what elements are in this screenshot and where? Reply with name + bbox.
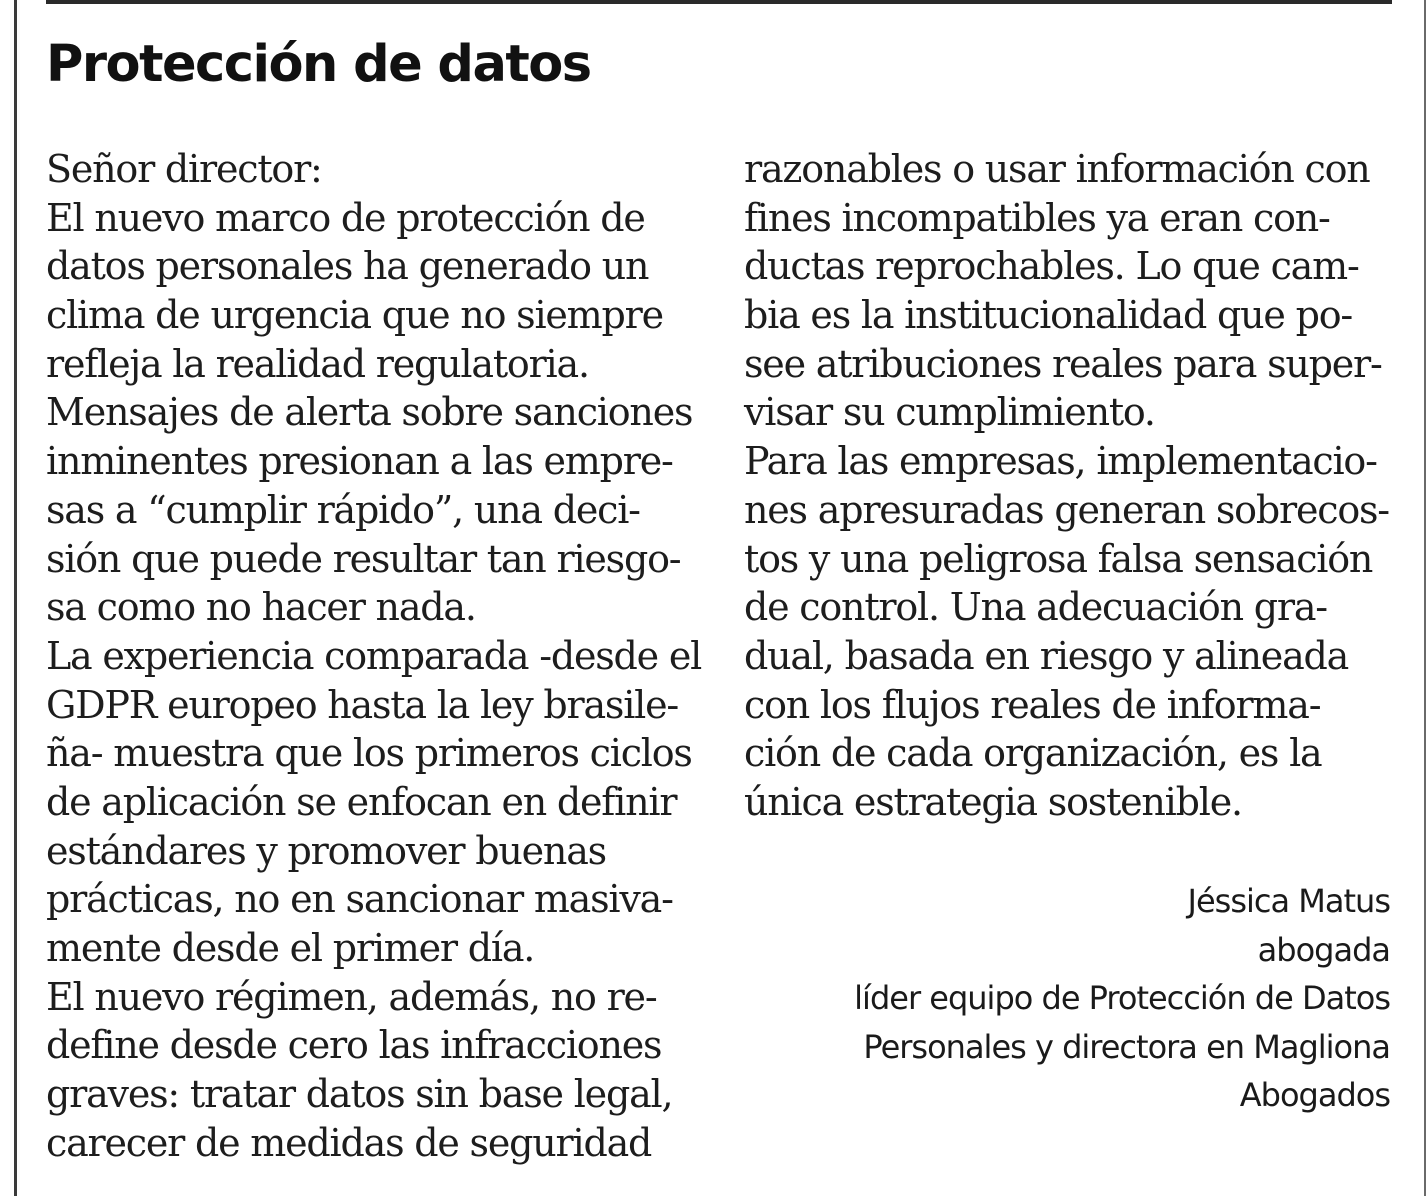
body-line: El nuevo marco de protección de bbox=[46, 195, 645, 240]
article-headline: Protección de datos bbox=[46, 35, 591, 94]
body-line: de aplicación se enfocan en definir bbox=[46, 779, 677, 824]
letter-body-right-column bbox=[744, 145, 1394, 827]
body-line: con los flujos reales de informa- bbox=[744, 682, 1321, 727]
author-role: líder equipo de Protección de Datos bbox=[854, 979, 1390, 1017]
author-title: abogada bbox=[1257, 930, 1390, 969]
body-line: carecer de medidas de seguridad bbox=[46, 1120, 652, 1165]
body-line: prácticas, no en sancionar masiva- bbox=[46, 877, 673, 922]
author-firm: Abogados bbox=[1239, 1076, 1390, 1114]
body-line: sas a “cumplir rápido”, una deci- bbox=[46, 487, 640, 532]
letter-body-left-column bbox=[46, 145, 702, 1167]
author-role: Personales y directora en Magliona bbox=[863, 1027, 1390, 1066]
body-line: bia es la institucionalidad que po- bbox=[744, 293, 1353, 338]
author-signature bbox=[854, 877, 1390, 1120]
body-line: visar su cumplimiento. bbox=[744, 390, 1155, 435]
body-line: La experiencia comparada -desde el bbox=[46, 633, 702, 678]
right-column-rule bbox=[1424, 0, 1426, 1196]
top-rule bbox=[46, 0, 1392, 4]
body-line: tos y una peligrosa falsa sensación bbox=[744, 536, 1373, 581]
body-line: graves: tratar datos sin base legal, bbox=[46, 1072, 673, 1117]
body-line: El nuevo régimen, además, no re- bbox=[46, 974, 657, 1019]
body-line: define desde cero las infracciones bbox=[46, 1023, 662, 1068]
body-line: razonables o usar información con bbox=[744, 147, 1370, 191]
body-line: de control. Una adecuación gra- bbox=[744, 585, 1327, 630]
body-line: sión que puede resultar tan riesgo- bbox=[46, 536, 681, 581]
body-line: mente desde el primer día. bbox=[46, 926, 535, 970]
left-column-rule bbox=[14, 0, 17, 1196]
body-line: única estrategia sostenible. bbox=[744, 779, 1242, 824]
body-line: ción de cada organización, es la bbox=[744, 731, 1322, 776]
body-line: refleja la realidad regulatoria. bbox=[46, 341, 589, 386]
body-line: estándares y promover buenas bbox=[46, 828, 606, 873]
author-name: Jéssica Matus bbox=[1187, 882, 1390, 920]
body-line: see atribuciones reales para super- bbox=[744, 341, 1382, 386]
body-line: ña- muestra que los primeros ciclos bbox=[46, 731, 692, 776]
body-line: sa como no hacer nada. bbox=[46, 585, 476, 630]
body-line: Señor director: bbox=[46, 147, 322, 191]
body-line: fines incompatibles ya eran con- bbox=[744, 195, 1330, 240]
body-line: inminentes presionan a las empre- bbox=[46, 439, 673, 484]
body-line: datos personales ha generado un bbox=[46, 244, 649, 289]
body-line: dual, basada en riesgo y alineada bbox=[744, 633, 1349, 678]
body-line: GDPR europeo hasta la ley brasile- bbox=[46, 682, 679, 727]
body-line: clima de urgencia que no siempre bbox=[46, 293, 663, 338]
body-line: Mensajes de alerta sobre sanciones bbox=[46, 390, 693, 435]
body-line: Para las empresas, implementacio- bbox=[744, 439, 1377, 484]
body-line: ductas reprochables. Lo que cam- bbox=[744, 244, 1359, 289]
body-line: nes apresuradas generan sobrecos- bbox=[744, 487, 1389, 532]
